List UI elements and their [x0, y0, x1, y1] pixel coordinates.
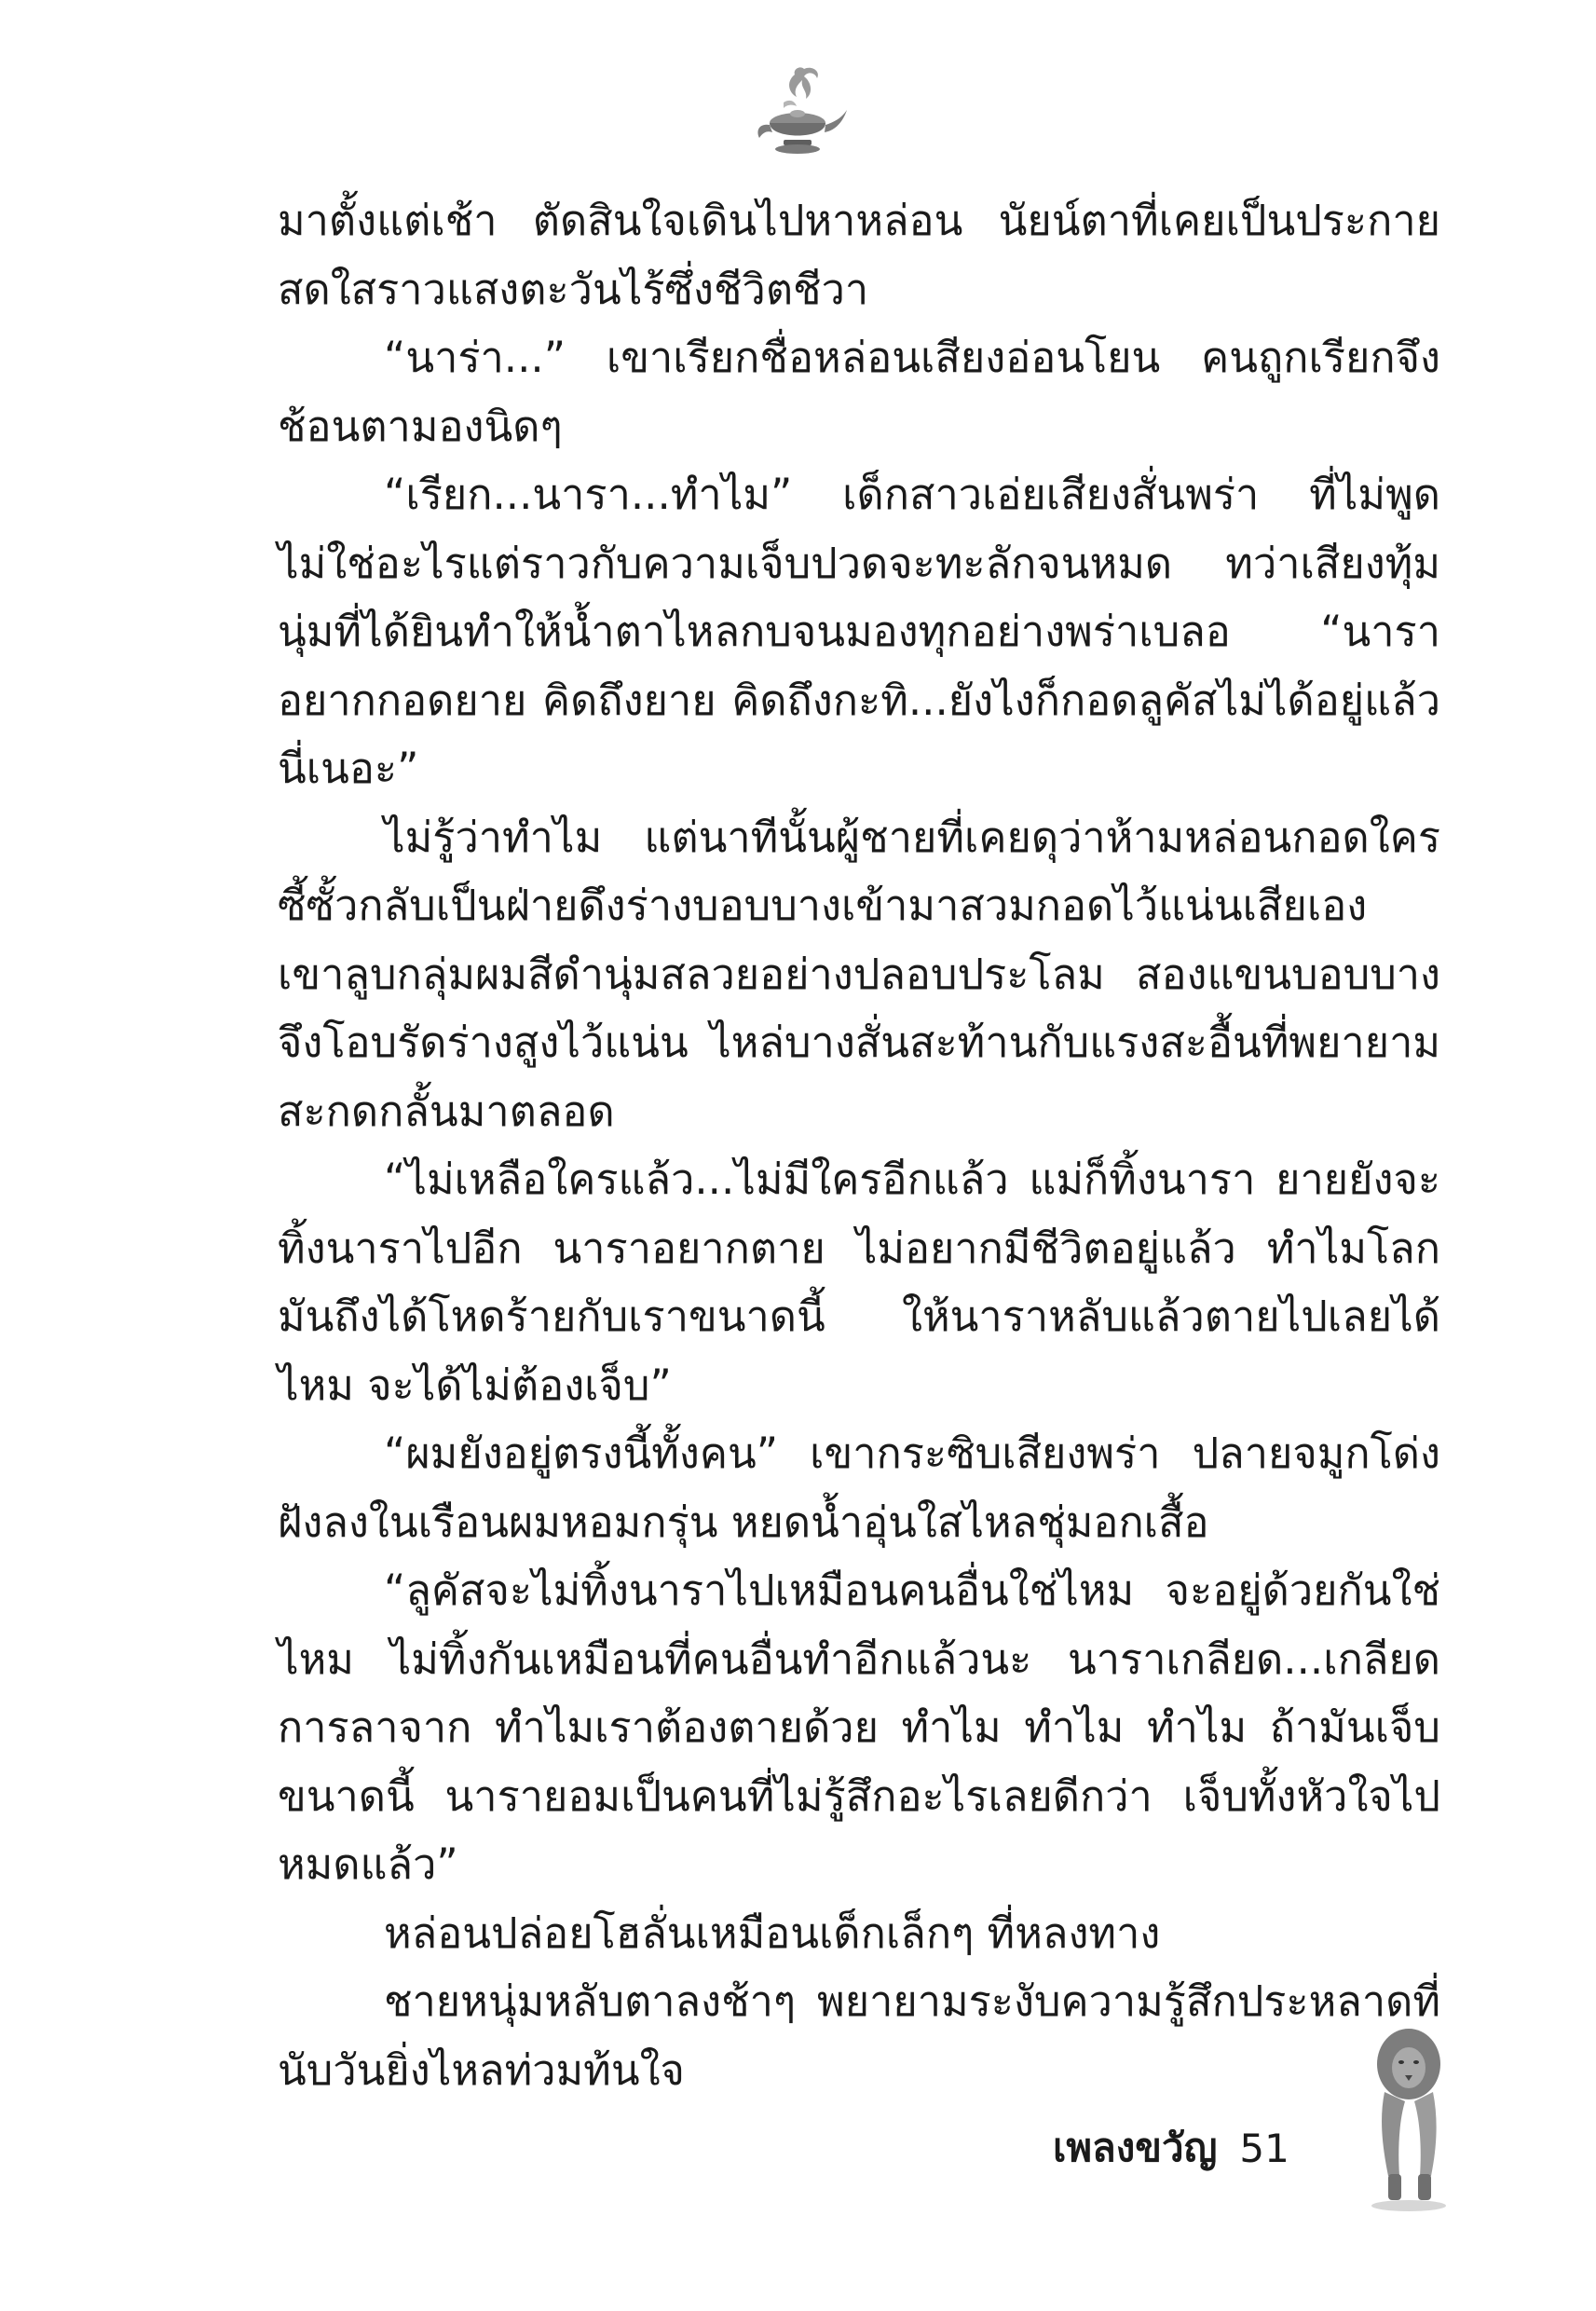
paragraph: “ผมยังอยู่ตรงนี้ทั้งคน” เขากระซิบเสียงพร่า ปลายจมูกโด่งฝังลงในเรือนผมหอมกรุ่น หยดน้ำอุ่นใสไหลชุ่มอกเสื้อ — [278, 1429, 1440, 1547]
book-title: เพลงขวัญ — [1053, 2125, 1218, 2170]
page-number: 51 — [1239, 2125, 1289, 2171]
magic-lamp-icon — [746, 65, 849, 168]
lion-icon — [1351, 2027, 1463, 2213]
paragraph: “เรียก...นารา...ทำไม” เด็กสาวเอ่ยเสียงสั่นพร่า ที่ไม่พูดไม่ใช่อะไรแต่ราวกับความเจ็บปวดจะทะลักจนหมด ทว่าเสียงทุ้มนุ่มที่ได้ยินทำให้น้ำตาไหลกบจนมองทุกอย่างพร่าเบลอ “นาราอยากกอดยาย คิดถึงยาย คิดถึงกะทิ...ยังไงก็กอดลูคัสไม่ได้อยู่แล้วนี่เนอะ” — [278, 470, 1440, 793]
paragraph: “นาร่า...” เขาเรียกชื่อหล่อนเสียงอ่อนโยน คนถูกเรียกจึงช้อนตามองนิดๆ — [278, 333, 1440, 451]
paragraph: ไม่รู้ว่าทำไม แต่นาทีนั้นผู้ชายที่เคยดุว่าห้ามหล่อนกอดใครซี้ซั้วกลับเป็นฝ่ายดึงร่างบอบบางเข้ามาสวมกอดไว้แน่นเสียเอง เขาลูบกลุ่มผมสีดำนุ่มสลวยอย่างปลอบประโลม สองแขนบอบบางจึงโอบรัดร่างสูงไว้แน่น ไหล่บางสั่นสะท้านกับแรงสะอื้นที่พยายามสะกดกลั้นมาตลอด — [278, 812, 1440, 1136]
page-footer — [1053, 2120, 1289, 2176]
paragraph: “ไม่เหลือใครแล้ว...ไม่มีใครอีกแล้ว แม่ก็ทิ้งนารา ยายยังจะทิ้งนาราไปอีก นาราอยากตาย ไม่อยากมีชีวิตอยู่แล้ว ทำไมโลกมันถึงได้โหดร้ายกับเราขนาดนี้ ให้นาราหลับแล้วตายไปเลยได้ไหม จะได้ไม่ต้องเจ็บ” — [278, 1155, 1440, 1410]
paragraph: ชายหนุ่มหลับตาลงช้าๆ พยายามระงับความรู้สึกประหลาดที่นับวันยิ่งไหลท่วมท้นใจ — [278, 1976, 1440, 2095]
paragraph: “ลูคัสจะไม่ทิ้งนาราไปเหมือนคนอื่นใช่ไหม จะอยู่ด้วยกันใช่ไหม ไม่ทิ้งกันเหมือนที่คนอื่นทำอีกแล้วนะ นาราเกลียด...เกลียดการลาจาก ทำไมเราต้องตายด้วย ทำไม ทำไม ทำไม ถ้ามันเจ็บขนาดนี้ นารายอมเป็นคนที่ไม่รู้สึกอะไรเลยดีกว่า เจ็บทั้งหัวใจไปหมดแล้ว” — [278, 1566, 1440, 1889]
paragraph: มาตั้งแต่เช้า ตัดสินใจเดินไปหาหล่อน นัยน์ตาที่เคยเป็นประกายสดใสราวแสงตะวันไร้ซึ่งชีวิตชีวา — [278, 196, 1440, 314]
body-text — [278, 186, 1440, 2104]
paragraph: หล่อนปล่อยโฮลั่นเหมือนเด็กเล็กๆ ที่หลงทาง — [384, 1908, 1161, 1958]
